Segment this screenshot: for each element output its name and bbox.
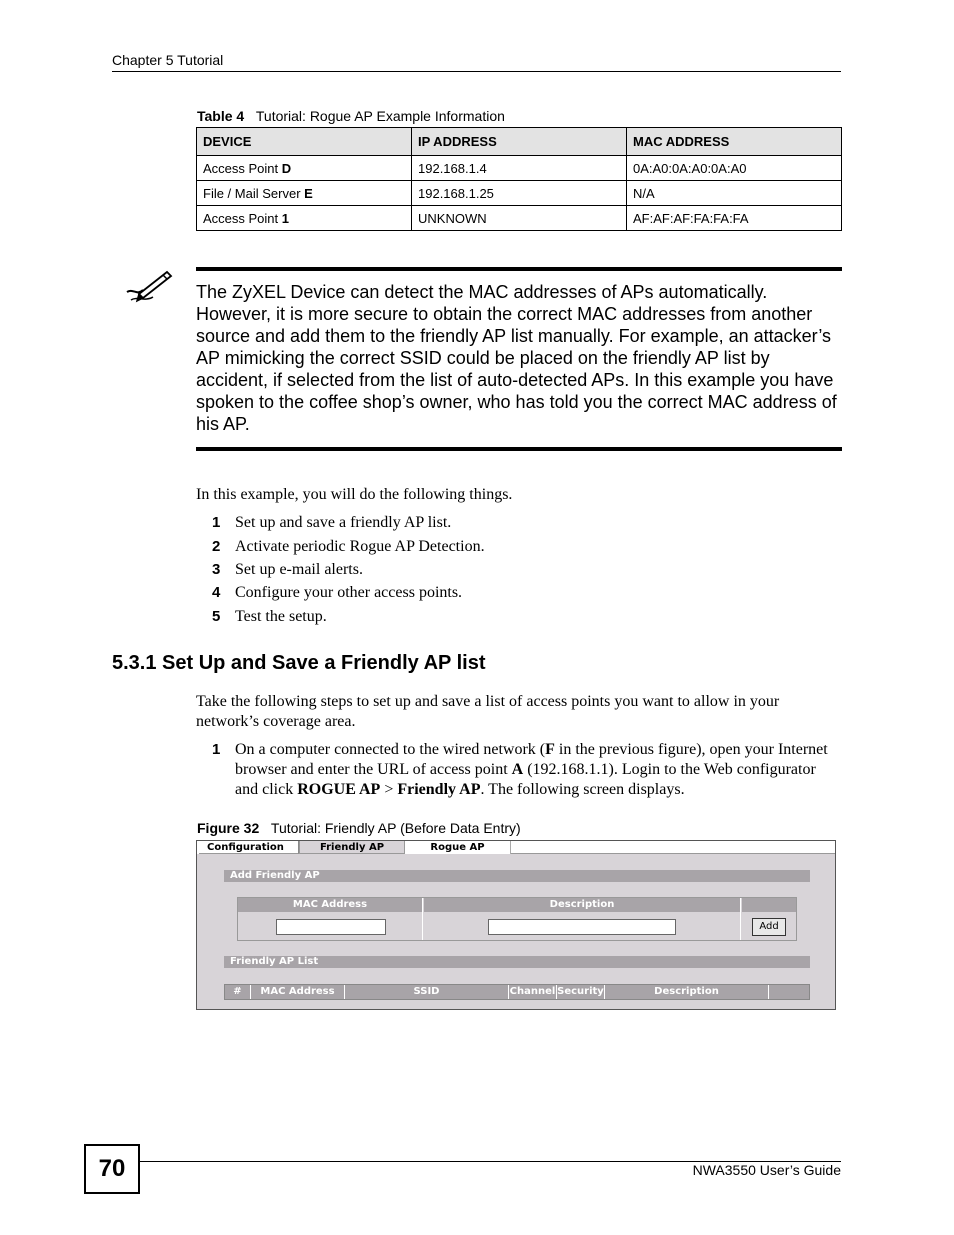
table-row [197,181,842,206]
cell-ip: 192.168.1.25 [412,181,627,206]
note-bottom-rule [196,447,842,451]
col-channel: Channel [509,986,556,997]
cell-ip: UNKNOWN [412,206,627,231]
col-security: Security [557,986,604,997]
cell-device [197,206,412,231]
mac-address-header: MAC Address [238,898,422,912]
friendly-ap-list-title: Friendly AP List [224,956,810,968]
step-number: 5 [212,608,221,625]
cell-ip: 192.168.1.4 [412,156,627,181]
step-text: Activate periodic Rogue AP Detection. [235,538,485,555]
device-name: File / Mail Server [203,185,305,201]
description-input[interactable] [488,919,676,935]
column-divider [422,898,423,940]
col-mac-address: MAC Address [251,985,345,999]
pencil-note-icon [123,266,175,306]
figure-caption-label: Figure 32 [197,820,260,836]
step-text-part: On a computer connected to the wired network ( [235,741,546,758]
device-id: 1 [281,210,289,226]
description-header: Description [424,898,740,912]
step-number: 3 [212,561,221,578]
rogue-ap-info-table [196,127,842,231]
step-number: 1 [212,741,221,758]
step-number: 2 [212,538,221,555]
tab-bar-rule [511,853,835,854]
running-header: Chapter 5 Tutorial [112,52,224,68]
step-text-bold: A [511,761,524,778]
action-header [742,898,796,912]
device-name: Access Point [203,210,282,226]
step-text [235,740,835,800]
step-text: Configure your other access points. [235,584,463,601]
tab-friendly-ap[interactable]: Friendly AP [299,841,405,854]
tab-configuration[interactable]: Configuration [199,841,299,854]
step-text-bold: Friendly AP [397,781,481,798]
col-ssid: SSID [345,985,509,999]
step-number: 4 [212,584,221,601]
step-text-bold: F [545,741,555,758]
step-text: Set up and save a friendly AP list. [235,514,452,531]
step-text: Set up e-mail alerts. [235,561,363,578]
col-description: Description [605,985,769,999]
step-text-part: in the previous figure), open your Internet browser and enter the URL of access point [235,741,828,778]
step-text-part: (192.168.1.1). Login to the Web configurator and click [235,761,816,798]
table-caption [197,108,505,124]
section-paragraph: Take the following steps to set up and save a list of access points you want to allow in your network’s coverage area. [196,693,780,730]
step-text-bold: ROGUE AP [297,781,381,798]
step-text-part: > [380,781,398,798]
col-index: # [225,985,251,999]
header-rule [112,71,841,72]
tab-rogue-ap[interactable]: Rogue AP [405,841,511,854]
section-heading: 5.3.1 Set Up and Save a Friendly AP list [112,652,486,674]
figure-caption-text: Tutorial: Friendly AP (Before Data Entry) [270,820,521,836]
table-header-row [197,128,842,156]
col-header-ip: IP ADDRESS [412,128,627,156]
column-divider [740,898,741,940]
step-number: 1 [212,514,221,531]
guide-title: NWA3550 User’s Guide [692,1162,841,1178]
mac-address-input[interactable] [276,919,386,935]
cell-mac: N/A [627,181,842,206]
page-number: 70 [84,1144,140,1194]
add-button[interactable]: Add [752,918,786,936]
add-friendly-ap-form [237,897,797,941]
table-caption-text: Tutorial: Rogue AP Example Information [255,108,505,124]
note-top-rule [196,267,842,271]
device-id: E [304,185,313,201]
col-header-device: DEVICE [197,128,412,156]
add-friendly-ap-title: Add Friendly AP [224,870,810,882]
friendly-ap-list-header [224,984,810,1000]
cell-device [197,156,412,181]
intro-paragraph: In this example, you will do the following things. [196,486,513,503]
cell-mac: AF:AF:AF:FA:FA:FA [627,206,842,231]
step-text-part: . The following screen displays. [480,781,685,798]
note-text: The ZyXEL Device can detect the MAC addresses of APs automatically. However, it is more secure to obtain the correct MAC addresses from another source and add them to the friendly AP list manually. For example, an attacker’s AP mimicking the correct SSID could be placed on the friendly AP list by accident, if selected from the list of auto-detected APs. In this example you have spoken to the coffee shop’s owner, who has told you the correct MAC address of his AP. [196,282,837,434]
device-id: D [281,160,292,176]
col-header-mac: MAC ADDRESS [627,128,842,156]
device-name: Access Point [203,160,282,176]
tab-bar [197,841,835,854]
table-caption-label: Table 4 [197,108,245,124]
figure-caption [197,820,521,836]
cell-mac: 0A:A0:0A:A0:0A:A0 [627,156,842,181]
friendly-ap-screenshot [196,840,836,1010]
step-text: Test the setup. [235,608,327,625]
table-row [197,156,842,181]
cell-device [197,181,412,206]
table-row [197,206,842,231]
